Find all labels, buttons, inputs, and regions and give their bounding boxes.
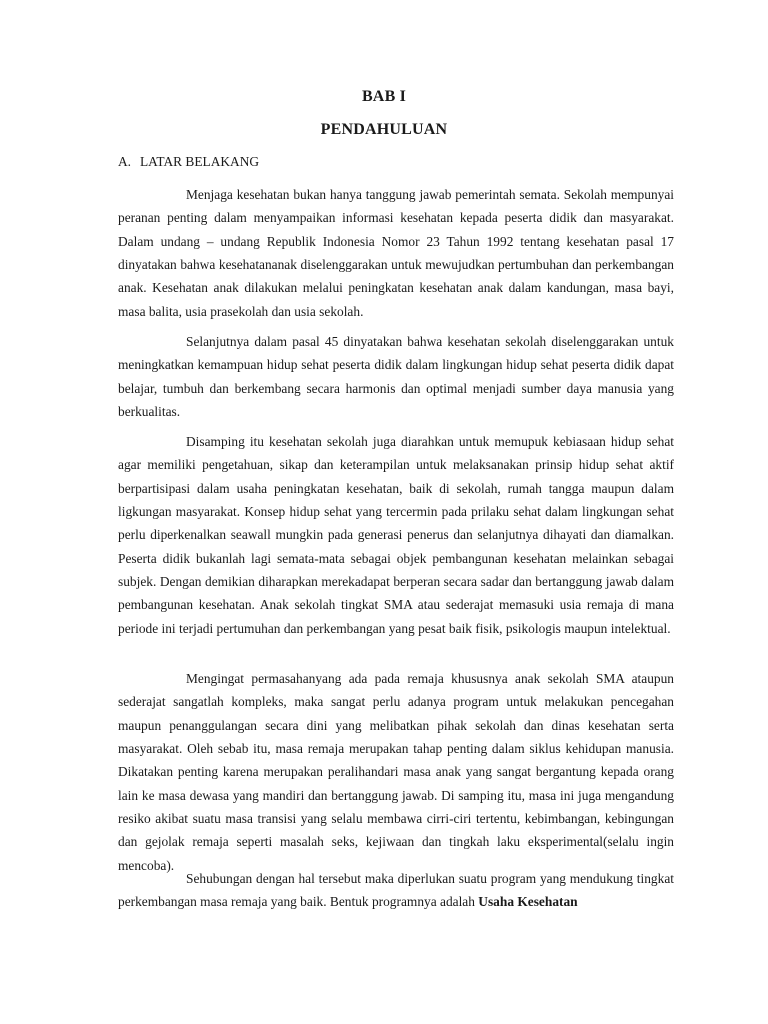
paragraph-5	[118, 867, 674, 914]
paragraph-5-text: Sehubungan dengan hal tersebut maka diperlukan suatu program yang mendukung tingkat perkembangan masa remaja yang baik. Bentuk programnya adalah	[118, 871, 674, 910]
section-title: LATAR BELAKANG	[140, 154, 260, 169]
paragraph-5-bold-term: Usaha Kesehatan	[478, 894, 578, 910]
chapter-title: PENDAHULUAN	[320, 121, 448, 138]
paragraph-2: Selanjutnya dalam pasal 45 dinyatakan bahwa kesehatan sekolah diselenggarakan untuk meningkatkan kemampuan hidup sehat peserta didik dalam lingkungan hidup sehat peserta didik dapat belajar, tumbuh dan berkembang secara harmonis dan optimal menjadi sumber daya manusia yang berkualitas.	[118, 334, 674, 420]
chapter-number: BAB I	[361, 88, 407, 105]
paragraph-4: Mengingat permasahanyang ada pada remaja khususnya anak sekolah SMA ataupun sederajat sangatlah kompleks, maka sangat perlu adanya program untuk melakukan pencegahan maupun penanggulangan secara dini yang melibatkan pihak sekolah dan dinas kesehatan serta masyarakat. Oleh sebab itu, masa remaja merupakan tahap penting dalam siklus kehidupan manusia. Dikatakan penting karena merupakan peralihandari masa anak yang sangat bergantung kepada orang lain ke masa dewasa yang mandiri dan bertanggung jawab. Di samping itu, masa ini juga mengandung resiko akibat suatu masa transisi yang selalu membawa cirri-ciri tertentu, kebimbangan, kebingungan dan gejolak remaja seperti masalah seks, kejiwaan dan tingkah laku eksperimental(selalu ingin mencoba).	[118, 671, 674, 873]
paragraph-3: Disamping itu kesehatan sekolah juga diarahkan untuk memupuk kebiasaan hidup sehat agar memiliki pengetahuan, sikap dan keterampilan untuk melaksanakan prinsip hidup sehat aktif berpartisipasi dalam usaha peningkatan kesehatan, baik di sekolah, rumah tangga maupun dalam ligkungan masyarakat. Konsep hidup sehat yang tercermin pada prilaku sehat dalam lingkungan sehat perlu diperkenalkan seawall mungkin pada generasi penerus dan selanjutnya dihayati dan diamalkan. Peserta didik bukanlah lagi semata-mata sebagai objek pembangunan kesehatan melainkan sebagai subjek. Dengan demikian diharapkan merekadapat berperan secara sadar dan bertanggung jawab dalam pembangunan kesehatan. Anak sekolah tingkat SMA atau sederajat memasuki usia remaja di mana periode ini terjadi pertumuhan dan perkembangan yang pesat baik fisik, psikologis maupun intelektual.	[118, 434, 674, 636]
section-marker: A.	[118, 154, 132, 169]
paragraph-1: Menjaga kesehatan bukan hanya tanggung jawab pemerintah semata. Sekolah mempunyai peranan penting dalam menyampaikan informasi kesehatan kepada peserta didik dan masyarakat. Dalam undang – undang Republik Indonesia Nomor 23 Tahun 1992 tentang kesehatan pasal 17 dinyatakan bahwa kesehatananak diselenggarakan untuk mewujudkan pertumbuhan dan perkembangan anak. Kesehatan anak dilakukan melalui peningkatan kesehatan anak dalam kandungan, masa bayi, masa balita, usia prasekolah dan usia sekolah.	[118, 187, 674, 319]
section-heading	[118, 154, 259, 170]
